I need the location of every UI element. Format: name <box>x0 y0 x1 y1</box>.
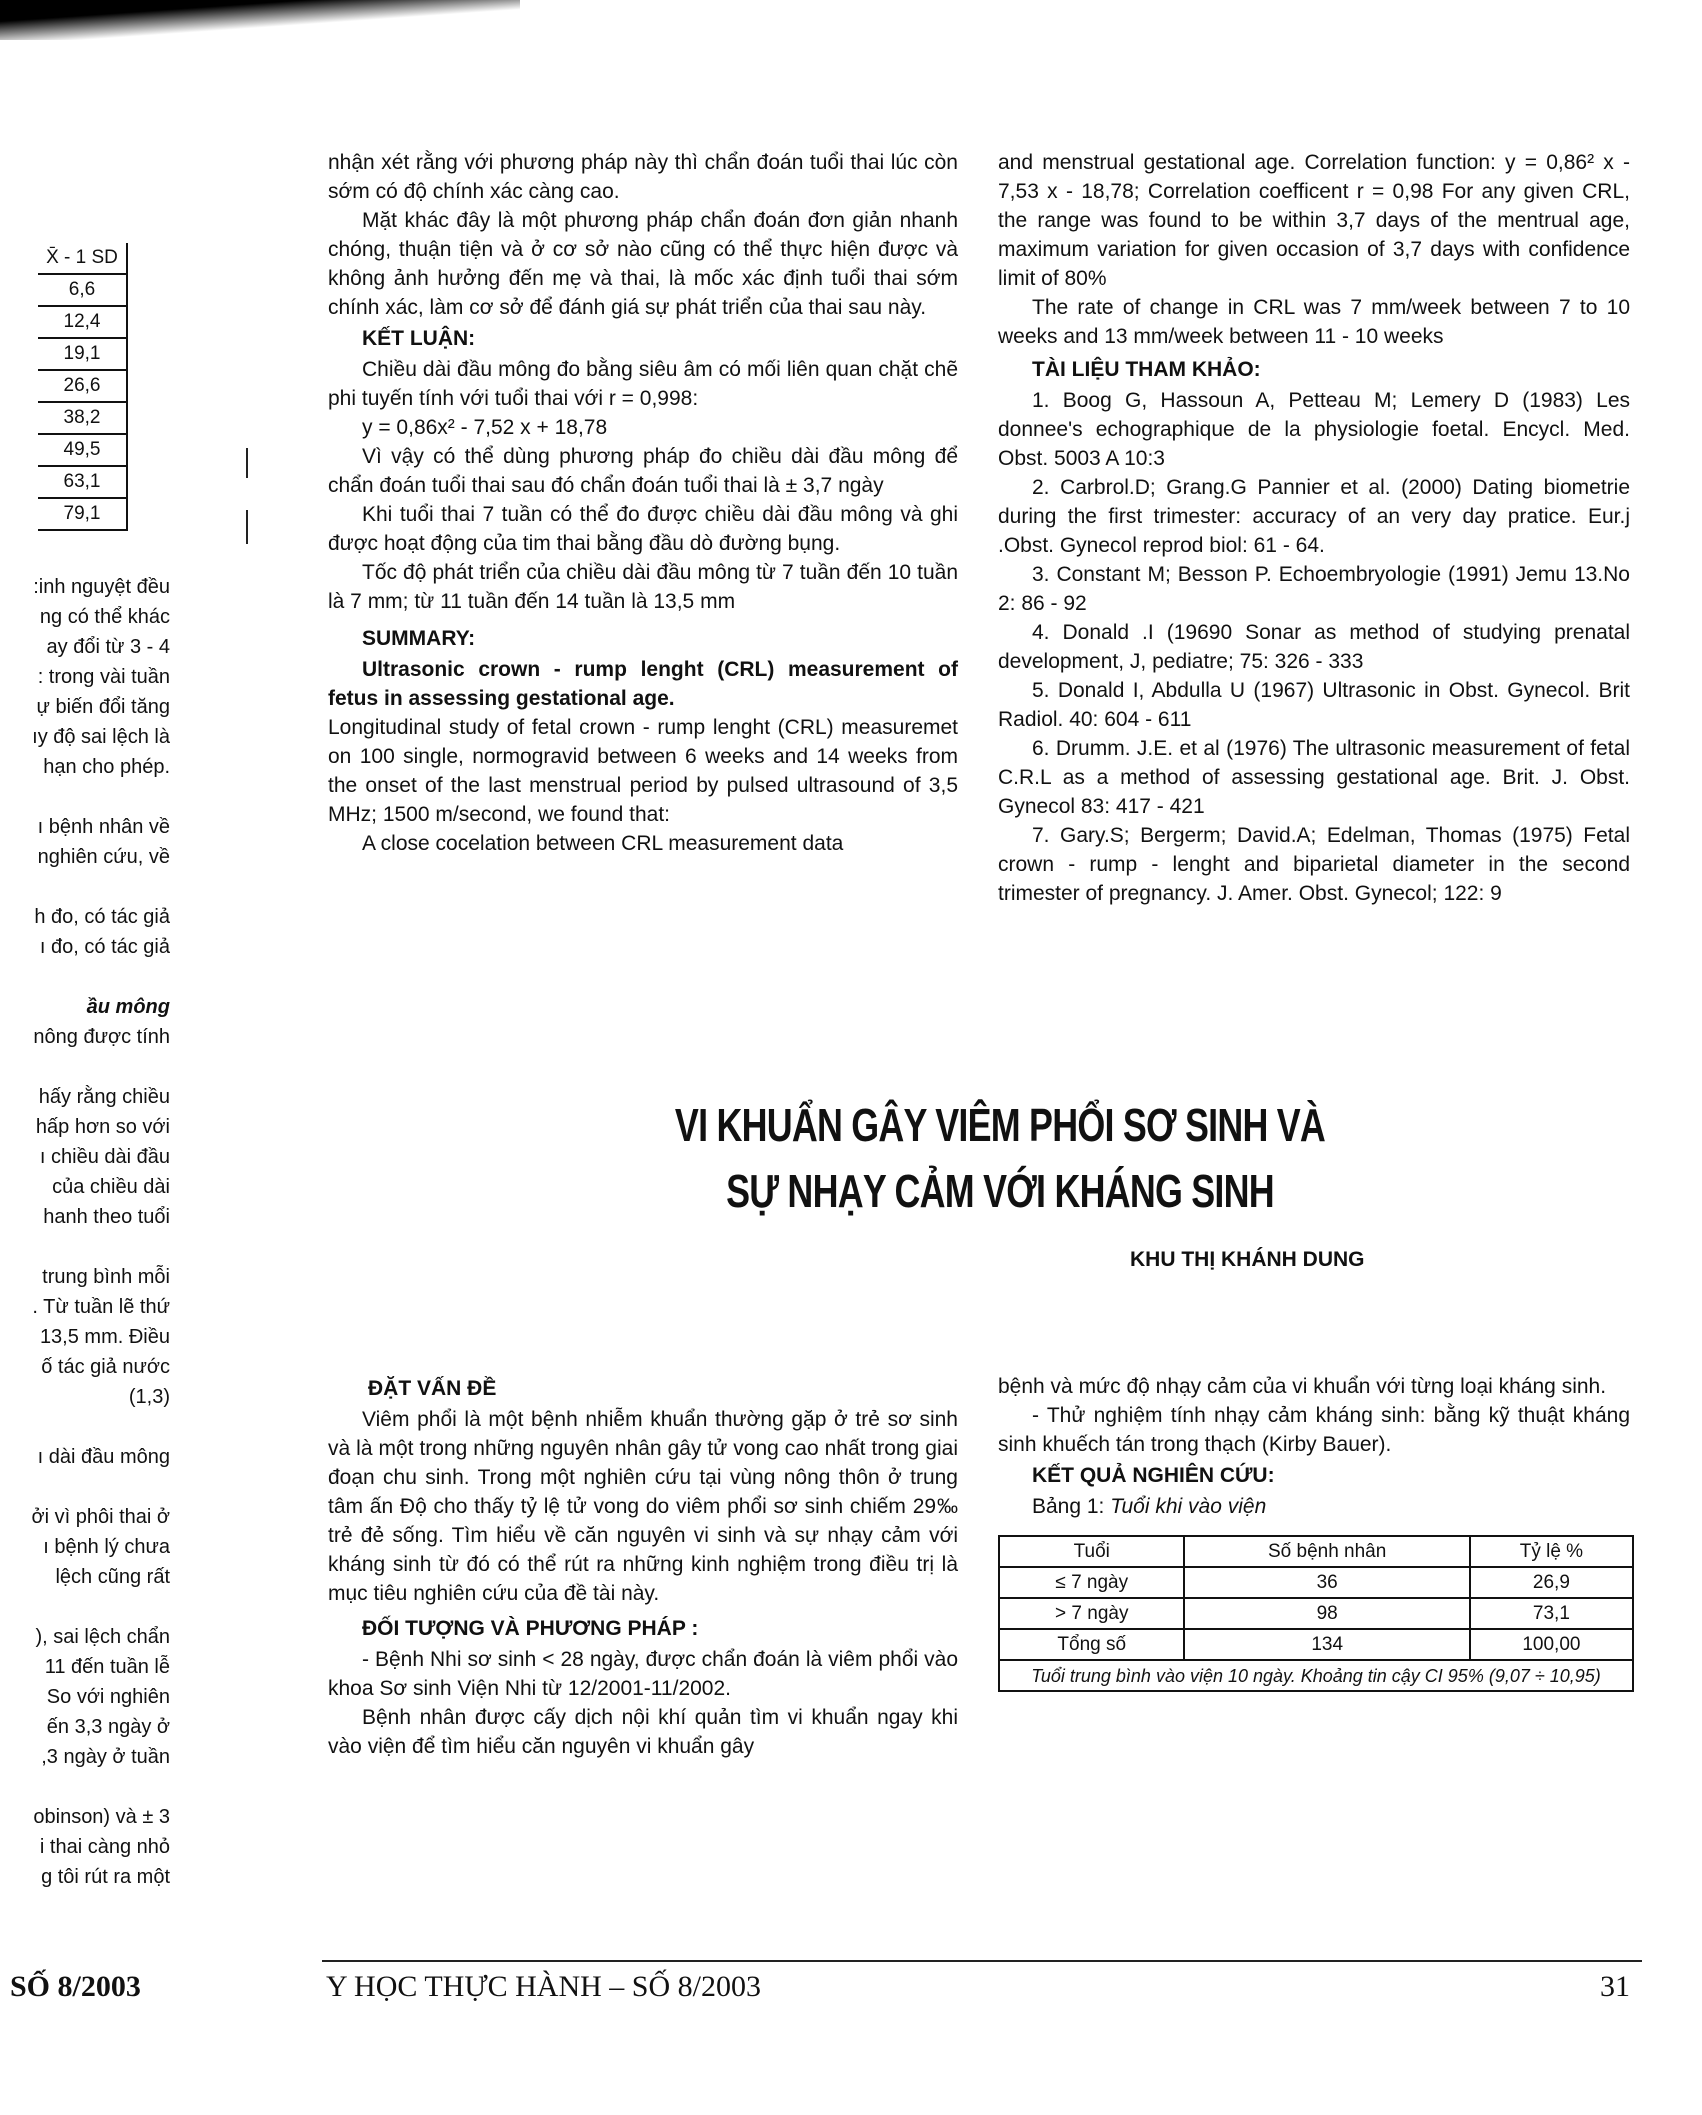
table-cell: 79,1 <box>38 499 128 531</box>
text-line: g tôi rút ra một <box>41 1866 170 1888</box>
paragraph: Chiều dài đầu mông đo bằng siêu âm có mối liên quan chặt chẽ phi tuyến tính với tuổi thai với r = 0,998: <box>328 358 958 410</box>
paragraph: nhận xét rằng với phương pháp này thì chẩn đoán tuổi thai lúc còn sớm có độ chính xác càng cao. <box>328 151 958 203</box>
table-row <box>999 1629 1633 1660</box>
paragraph: Tốc độ phát triển của chiều dài đầu mông từ 7 tuần đến 10 tuần là 7 mm; từ 11 tuần đến 14 tuần là 13,5 mm <box>328 561 958 613</box>
table-row <box>999 1567 1633 1598</box>
text-line: ến 3,3 ngày ở <box>46 1716 170 1738</box>
text-line: ầu mông <box>86 996 170 1018</box>
table-header-row <box>999 1536 1633 1567</box>
formula: y = 0,86x² - 7,52 x + 18,78 <box>362 416 608 439</box>
reference: 3. Constant M; Besson P. Echoembryologie (1991) Jemu 13.No 2: 86 - 92 <box>998 563 1630 615</box>
paragraph: Longitudinal study of fetal crown - rump lenght (CRL) measuremet on 100 single, normogravid between 6 weeks and 14 weeks from the onset of the last menstrual period by pulsed ultrasound of 3,5 MHz; 1500 m/second, we found that: <box>328 716 958 826</box>
text-line: obinson) và ± 3 <box>33 1806 170 1828</box>
text-line: nghiên cứu, về <box>37 846 170 868</box>
table-cell: 36 <box>1184 1567 1469 1598</box>
table-row <box>999 1660 1633 1691</box>
paragraph: The rate of change in CRL was 7 mm/week between 7 to 10 weeks and 13 mm/week between 11 - 10 weeks <box>998 296 1630 348</box>
table-cell: 19,1 <box>38 339 128 371</box>
text-line: ı dài đầu mông <box>37 1446 170 1468</box>
paragraph: Viêm phổi là một bệnh nhiễm khuẩn thường gặp ở trẻ sơ sinh và là một trong những nguyên nhân gây tử vong cao nhất trong giai đoạn chu sinh. Trong một nghiên cứu tại vùng nông thôn ở trung tâm ấn Độ cho thấy tỷ lệ tử vong do viêm phổi sơ sinh chiếm 29‰ trẻ đẻ sống. Tìm hiểu về căn nguyên vi sinh và sự nhạy cảm với kháng sinh từ đó có thể rút ra những kinh nghiệm trong điều trị là mục tiêu nghiên cứu của đề tài này. <box>328 1408 958 1605</box>
table-header: Tỷ lệ % <box>1470 1536 1633 1567</box>
text-line: nông được tính <box>33 1026 170 1048</box>
line-gap <box>0 962 170 992</box>
previous-page-table <box>38 243 128 531</box>
text-line: ı đo, có tác giả <box>39 936 170 958</box>
table-header: Tuổi <box>999 1536 1184 1567</box>
article-title <box>657 1092 1343 1224</box>
table-cell: 134 <box>1184 1629 1469 1660</box>
conclusion-heading: KẾT LUẬN: <box>362 327 476 350</box>
text-line: ởi vì phôi thai ở <box>31 1506 170 1528</box>
results-heading: KẾT QUẢ NGHIÊN CỨU: <box>1032 1464 1275 1487</box>
reference: 1. Boog G, Hassoun A, Petteau M; Lemery D (1983) Les donnee's echographique de la physiologie foetal. Encycl. Med. Obst. 5003 A 10:3 <box>998 389 1630 470</box>
table-cell: 26,6 <box>38 371 128 403</box>
text-line: :inh nguyệt đều <box>33 576 170 598</box>
text-line: : trong vài tuần <box>37 666 170 688</box>
text-line: ố tác giả nước <box>41 1356 170 1378</box>
summary-heading: SUMMARY: <box>362 627 476 650</box>
title-line: SỰ NHẠY CẢM VỚI KHÁNG SINH <box>726 1165 1274 1217</box>
text-line: ı bệnh lý chưa <box>43 1536 170 1558</box>
text-line: h đo, có tác giả <box>34 906 170 928</box>
text-line: 13,5 mm. Điều <box>39 1326 170 1348</box>
text-line: hấy rằng chiều <box>38 1086 170 1108</box>
table-cell: 26,9 <box>1470 1567 1633 1598</box>
text-line: trung bình mỗi <box>42 1266 170 1288</box>
text-line: . Từ tuần lẽ thứ <box>32 1296 170 1318</box>
text-line: hạn cho phép. <box>43 756 170 778</box>
table-cell: 38,2 <box>38 403 128 435</box>
title-line: VI KHUẨN GÂY VIÊM PHỔI SƠ SINH VÀ <box>674 1099 1326 1151</box>
paragraph: - Bệnh Nhi sơ sinh < 28 ngày, được chẩn đoán là viêm phổi vào khoa Sơ sinh Viện Nhi từ 12/2001-11/2002. <box>328 1648 958 1700</box>
table-cell: 6,6 <box>38 275 128 307</box>
text-line: 11 đến tuần lễ <box>44 1656 170 1678</box>
cutoff-left-column <box>0 572 170 1892</box>
table-cell: Tổng số <box>999 1629 1184 1660</box>
reference: 5. Donald I, Abdulla U (1967) Ultrasonic in Obst. Gynecol. Brit Radiol. 40: 604 - 611 <box>998 679 1630 731</box>
paragraph: Vì vậy có thể dùng phương pháp đo chiều dài đầu mông để chẩn đoán tuổi thai sau đó chẩn đoán tuổi thai là ± 3,7 ngày <box>328 445 958 497</box>
paragraph: bệnh và mức độ nhạy cảm của vi khuẩn với từng loại kháng sinh. <box>998 1375 1607 1398</box>
table-cell: ≤ 7 ngày <box>999 1567 1184 1598</box>
table-caption: Bảng 1: Tuổi khi vào viện <box>1032 1495 1267 1518</box>
text-line: ), sai lệch chẩn <box>35 1626 170 1648</box>
column-2 <box>998 148 1630 908</box>
text-line: ıy độ sai lệch là <box>32 726 170 748</box>
line-gap <box>0 1592 170 1622</box>
table-row <box>999 1598 1633 1629</box>
references-heading: TÀI LIỆU THAM KHẢO: <box>1032 358 1261 381</box>
text-line: ng có thể khác <box>39 606 170 628</box>
paragraph: A close cocelation between CRL measurement data <box>362 832 844 855</box>
text-line: i thai càng nhỏ <box>39 1836 170 1858</box>
paragraph: and menstrual gestational age. Correlation function: y = 0,86² x - 7,53 x - 18,78; Correlation coefficent r = 0,98 For any given CRL, the range was found to be within 3,7 days of the mentrual age, maximum variation for given occasion of 3,7 days with confidence limit of 80% <box>998 151 1630 290</box>
line-gap <box>0 1412 170 1442</box>
footer-rule <box>322 1960 1642 1962</box>
line-gap <box>0 872 170 902</box>
column-1 <box>328 148 958 858</box>
text-line: lệch cũng rất <box>55 1566 170 1588</box>
table-cell: 49,5 <box>38 435 128 467</box>
text-line: của chiều dài <box>52 1176 170 1198</box>
reference: 6. Drumm. J.E. et al (1976) The ultrasonic measurement of fetal C.R.L as a method of assessing gestational age. Brit. J. Obst. Gynecol 83: 417 - 421 <box>998 737 1630 818</box>
text-line: ı chiều dài đầu <box>39 1146 170 1168</box>
line-gap <box>0 1232 170 1262</box>
author-name: KHU THỊ KHÁNH DUNG <box>1130 1248 1365 1271</box>
line-gap <box>0 1772 170 1802</box>
text-line: hanh theo tuổi <box>43 1206 170 1228</box>
paragraph: Bệnh nhân được cấy dịch nội khí quản tìm vi khuẩn ngay khi vào viện để tìm hiểu căn nguyên vi khuẩn gây <box>328 1706 958 1758</box>
summary-title: Ultrasonic crown - rump lenght (CRL) measurement of fetus in assessing gestational age. <box>328 658 958 710</box>
results-table <box>998 1535 1634 1692</box>
table-cell: 98 <box>1184 1598 1469 1629</box>
paragraph: Khi tuổi thai 7 tuần có thể đo được chiều dài đầu mông và ghi được hoạt động của tim thai bằng đầu dò đường bụng. <box>328 503 958 555</box>
reference: 4. Donald .I (19690 Sonar as method of studying prenatal development, J, pediatre; 75: 326 - 333 <box>998 621 1630 673</box>
table-header: X̄ - 1 SD <box>38 243 128 275</box>
footer-left: SỐ 8/2003 <box>10 1970 141 2003</box>
page-number: 31 <box>1600 1970 1630 2003</box>
table-note: Tuổi trung bình vào viện 10 ngày. Khoảng tin cậy CI 95% (9,07 ÷ 10,95) <box>999 1660 1633 1691</box>
column-3 <box>328 1372 958 1761</box>
table-cell: > 7 ngày <box>999 1598 1184 1629</box>
line-gap <box>0 1052 170 1082</box>
table-cell: 100,00 <box>1470 1629 1633 1660</box>
line-gap <box>0 1472 170 1502</box>
paragraph: - Thử nghiệm tính nhạy cảm kháng sinh: bằng kỹ thuật kháng sinh khuếch tán trong thạch (Kirby Bauer). <box>998 1404 1630 1456</box>
column-rule <box>246 448 248 478</box>
table-header: Số bệnh nhân <box>1184 1536 1469 1567</box>
column-rule <box>246 510 248 544</box>
table-cell: 73,1 <box>1470 1598 1633 1629</box>
reference: 7. Gary.S; Bergerm; David.A; Edelman, Thomas (1975) Fetal crown - rump - lenght and biparietal diameter in the second trimester of pregnancy. J. Amer. Obst. Gynecol; 122: 9 <box>998 824 1630 905</box>
footer-journal: Y HỌC THỰC HÀNH – SỐ 8/2003 <box>326 1970 761 2003</box>
line-gap <box>0 782 170 812</box>
paragraph: Mặt khác đây là một phương pháp chẩn đoán đơn giản nhanh chóng, thuận tiện và ở cơ sở nào cũng có thể thực hiện được và không ảnh hưởng đến mẹ và thai, là mốc xác định tuổi thai sớm chính xác, làm cơ sở để đánh giá sự phát triển của thai sau này. <box>328 209 958 319</box>
section-heading: ĐẶT VẤN ĐỀ <box>368 1377 497 1400</box>
text-line: hấp hơn so với <box>35 1116 170 1138</box>
table-cell: 63,1 <box>38 467 128 499</box>
reference: 2. Carbrol.D; Grang.G Pannier et al. (2000) Dating biometrie during the first trimester: accuracy of an very day pratice. Eur.j .Obst. Gynecol reprod biol: 61 - 64. <box>998 476 1630 557</box>
text-line: ,3 ngày ở tuần <box>41 1746 170 1768</box>
column-4 <box>998 1372 1630 1692</box>
text-line: (1,3) <box>128 1386 170 1408</box>
text-line: ự biến đổi tăng <box>36 696 170 718</box>
scan-shadow <box>0 0 520 40</box>
text-line: ı bệnh nhân về <box>37 816 170 838</box>
section-heading: ĐỐI TƯỢNG VÀ PHƯƠNG PHÁP : <box>362 1617 699 1640</box>
table-cell: 12,4 <box>38 307 128 339</box>
text-line: ay đổi từ 3 - 4 <box>46 636 170 658</box>
text-line: So với nghiên <box>46 1686 170 1708</box>
